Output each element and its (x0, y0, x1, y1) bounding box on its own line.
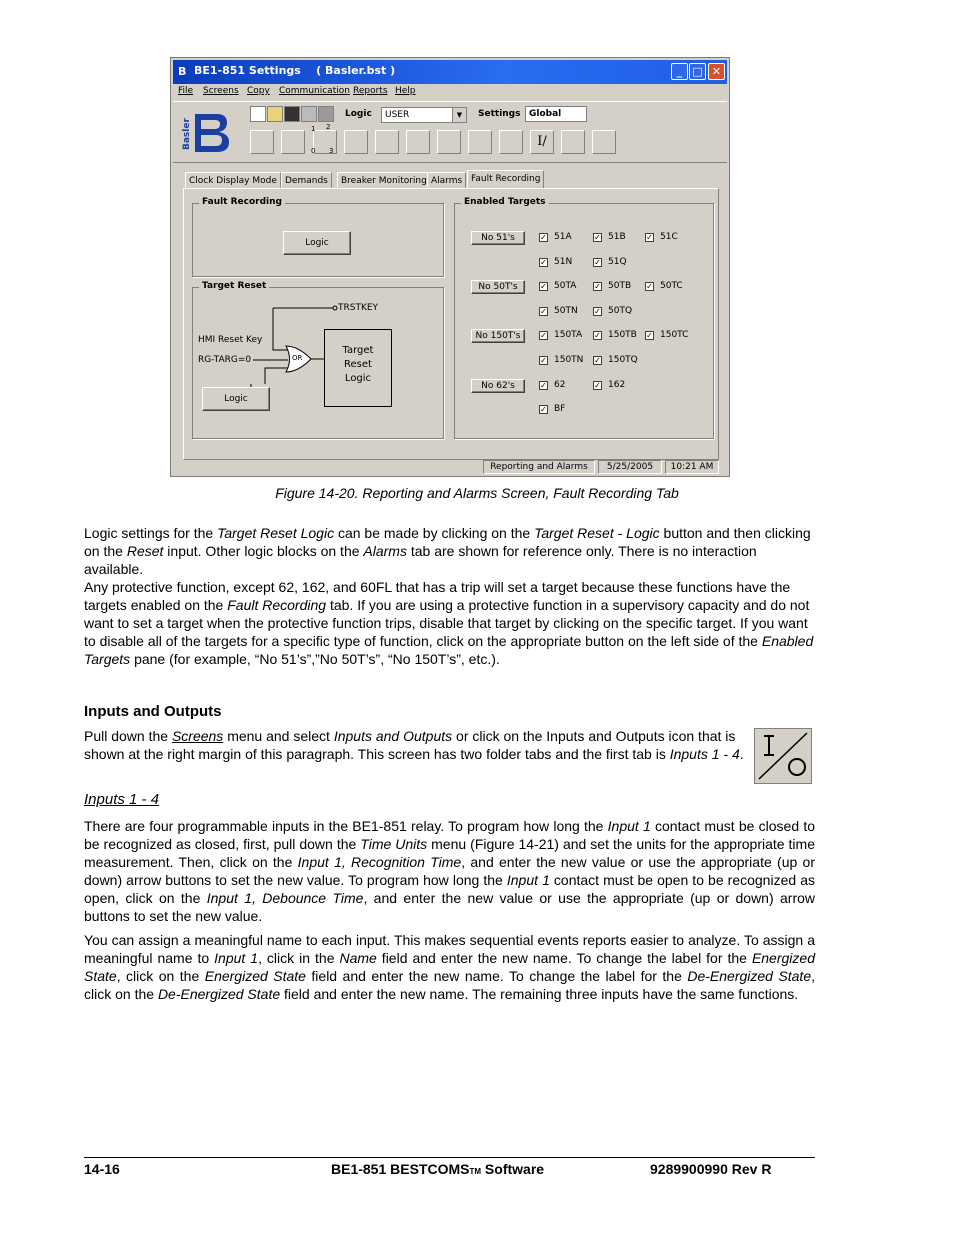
alarms-icon[interactable] (499, 130, 523, 154)
footer-title-text: BE1-851 BESTCOMS (331, 1161, 470, 1177)
menu-copy[interactable]: Copy (247, 86, 270, 96)
target-checkbox[interactable] (593, 306, 632, 316)
target-label: 50TB (608, 281, 632, 292)
text-run: contact must be open to be recognized as open, click on the (84, 872, 815, 906)
timers-icon[interactable] (468, 130, 492, 154)
group-title: Target Reset (199, 281, 269, 291)
checkbox-check-icon: ✓ (646, 282, 653, 292)
text-run: menu and select (223, 728, 334, 744)
logic-select[interactable] (381, 107, 467, 123)
text-run: input. Other logic blocks on the (163, 543, 364, 559)
settings-group-field[interactable]: Global (525, 106, 587, 122)
text-run: can be made by clicking on the (334, 525, 535, 541)
general-settings-icon[interactable] (250, 130, 274, 154)
status-time: 10:21 AM (665, 460, 719, 474)
bestcoms-window (170, 57, 730, 477)
text-run: Input 1 (607, 818, 651, 834)
target-checkbox[interactable] (539, 232, 572, 242)
bestlogic-icon[interactable] (437, 130, 461, 154)
text-run: button and then clicking on the (84, 525, 811, 559)
target-reset-logic-button[interactable]: Logic (202, 387, 270, 411)
target-checkbox[interactable] (593, 232, 626, 242)
text-run: field and enter the new name. To change the label for the (305, 968, 688, 984)
menu-file[interactable]: File (178, 86, 194, 96)
text-run: De-Energized State (687, 968, 812, 984)
waveform-icon[interactable] (375, 130, 399, 154)
target-checkbox[interactable] (539, 355, 583, 365)
target-label: 62 (554, 379, 566, 390)
target-label: 150TN (554, 355, 584, 365)
menu-screens[interactable]: Screens (203, 86, 239, 96)
menu-bar (173, 85, 727, 100)
trstkey-label: TRSTKEY (338, 303, 379, 313)
inputs-outputs-icon[interactable]: I/ (530, 130, 554, 154)
tab-clock-display-mode[interactable]: Clock Display Mode (185, 172, 281, 188)
figure-caption: Figure 14-20. Reporting and Alarms Screen, Fault Recording Tab (275, 485, 679, 501)
chevron-down-icon: ▼ (452, 108, 466, 122)
trip-close-icon[interactable] (561, 130, 585, 154)
checkbox-check-icon: ✓ (646, 331, 653, 341)
text-run: Input 1 (506, 872, 550, 888)
target-checkbox[interactable] (593, 355, 638, 365)
paragraph-protective-functions (84, 578, 815, 668)
target-label: 51A (554, 232, 572, 242)
print-preview-icon[interactable] (318, 106, 334, 122)
text-run: There are four programmable inputs in the BE1-851 relay. To program how long the (84, 818, 608, 834)
text-run: Energized State (204, 968, 306, 984)
fault-recording-logic-button[interactable]: Logic (283, 231, 351, 255)
toolbar (173, 101, 727, 163)
text-run: menu (Figure 14-21) and set the units for the appropriate time measurement. Then, click on the (84, 836, 815, 870)
setting-group-icon[interactable] (311, 123, 337, 155)
target-label: BF (554, 404, 566, 415)
footer-title (331, 1161, 544, 1177)
checkbox-check-icon: ✓ (594, 306, 601, 316)
text-run: Reset (126, 543, 164, 559)
checkbox-check-icon: ✓ (540, 356, 547, 365)
text-run: Screens (171, 728, 224, 744)
text-run: , click in the (258, 950, 340, 966)
settings-label: Settings (478, 109, 521, 119)
text-run: Alarms (363, 543, 407, 559)
target-checkbox[interactable] (539, 380, 565, 390)
checkbox-check-icon: ✓ (594, 282, 601, 292)
group-title: Enabled Targets (461, 197, 549, 207)
menu-communication[interactable]: Communication (279, 86, 350, 96)
disable-targets-button[interactable]: No 50T's (471, 280, 525, 294)
section-heading-inputs-outputs: Inputs and Outputs (84, 703, 222, 720)
status-screen-name: Reporting and Alarms (483, 460, 595, 474)
counter-label: 1 (311, 125, 316, 133)
text-run: field and enter the new name. To change the label for the (376, 950, 752, 966)
footer-title-suffix: Software (481, 1161, 545, 1177)
tab-fault-recording[interactable]: Fault Recording (467, 170, 544, 189)
breaker-icon[interactable] (406, 130, 430, 154)
save-icon[interactable] (284, 106, 300, 122)
checkbox-check-icon: ✓ (540, 380, 547, 390)
checkbox-check-icon: ✓ (646, 233, 653, 242)
text-run: Energized State (84, 950, 815, 984)
target-checkbox[interactable] (593, 380, 625, 390)
target-label: 150TA (554, 330, 583, 341)
target-reset-logic-block[interactable]: Target Reset Logic (324, 329, 392, 407)
fault-recording-panel (183, 188, 719, 460)
footer-document-number: 9289900990 Rev R (650, 1161, 772, 1177)
footer-trademark: TM (469, 1167, 482, 1176)
text-run: or click on the Inputs and Outputs icon that is shown at the right margin of this paragraph. This screen has two folder tabs and the first tab is (84, 728, 736, 762)
text-run: Fault Recording (227, 597, 327, 613)
minimize-button[interactable]: _ (671, 63, 688, 80)
logic-select-value: USER (385, 110, 410, 120)
print-icon[interactable] (301, 106, 317, 122)
text-run: , and enter the new value or use the appropriate (up or down) arrow buttons to set the new value. (84, 890, 815, 924)
checkbox-check-icon: ✓ (540, 405, 547, 415)
paragraph-input-names (84, 931, 815, 1003)
text-run: Target Reset Logic (217, 525, 335, 541)
text-run: pane (for example, “No 51’s”,”No 50T’s”, “No 150T’s”, etc.). (130, 651, 500, 667)
counter-label: 0 (311, 147, 316, 155)
text-run: , click on the (116, 968, 205, 984)
target-label: 51Q (608, 256, 627, 267)
target-checkbox[interactable] (645, 281, 683, 291)
app-icon: B (178, 65, 187, 78)
checkbox-check-icon: ✓ (540, 306, 547, 316)
enabled-targets-group (454, 197, 714, 439)
text-run: Target Reset - Logic (534, 525, 660, 541)
text-run: . (739, 746, 744, 762)
text-run: De-Energized State (157, 986, 281, 1002)
target-label: 50TN (554, 305, 578, 316)
target-checkbox[interactable] (593, 330, 637, 340)
checkbox-check-icon: ✓ (540, 257, 547, 267)
text-run: Name (339, 950, 377, 966)
menu-reports[interactable]: Reports (353, 86, 388, 96)
text-run: , and enter the new value or use the appropriate (up or down) arrow buttons to set the new value. To program how long the (84, 854, 815, 888)
counter-label: 3 (329, 147, 334, 155)
close-button[interactable]: ✕ (708, 63, 725, 80)
disable-targets-button[interactable]: No 62's (471, 379, 525, 393)
checkbox-check-icon: ✓ (540, 233, 547, 242)
text-run: Logic settings for the (84, 525, 218, 541)
paragraph-input-timing (84, 817, 815, 925)
target-checkbox[interactable] (539, 257, 572, 267)
text-run: Input 1, Recognition Time (297, 854, 462, 870)
basler-logo (181, 110, 231, 154)
tab-alarms[interactable]: Alarms (427, 172, 466, 188)
target-checkbox[interactable] (593, 281, 631, 291)
target-checkbox[interactable] (645, 330, 688, 340)
checkbox-check-icon: ✓ (594, 380, 601, 390)
text-run: , click on the (84, 968, 815, 1002)
hmi-reset-key-label: HMI Reset Key (198, 335, 263, 345)
target-checkbox[interactable] (593, 257, 627, 267)
target-reset-group (192, 281, 444, 439)
connection-icon[interactable] (592, 130, 616, 154)
text-run: You can assign a meaningful name to each input. This makes sequential events reports easier to analyze. To assign a meaningful name to (84, 932, 815, 966)
tab-breaker-monitoring[interactable]: Breaker Monitoring (337, 172, 431, 188)
text-run: Enabled Targets (84, 633, 814, 667)
target-label: 150TQ (608, 355, 638, 365)
target-checkbox[interactable] (539, 330, 582, 340)
rg-targ-label: RG-TARG=0 (198, 355, 252, 365)
checkbox-check-icon: ✓ (540, 282, 547, 292)
status-bar (173, 458, 727, 476)
communication-icon[interactable] (281, 130, 305, 154)
text-run: Input 1, Debounce Time (206, 890, 364, 906)
text-run: tab. If you are using a protective function in a supervisory capacity and do not want to set a target when the protective function trips, disable that target by clicking on the specific target. If you want to disable all of the targets for a specific type of function, click on the appropriate button on the left side of the (84, 597, 810, 649)
checkbox-check-icon: ✓ (594, 233, 601, 242)
target-label: 50TC (660, 281, 683, 292)
target-label: 50TA (554, 281, 577, 292)
paragraph-inputs-outputs (84, 727, 744, 763)
status-date: 5/25/2005 (598, 460, 662, 474)
text-run: Pull down the (84, 728, 172, 744)
disable-targets-button[interactable]: No 51's (471, 231, 525, 245)
footer-rule (84, 1157, 815, 1158)
open-file-icon[interactable] (267, 106, 283, 122)
paragraph-target-reset (84, 524, 815, 578)
checkbox-check-icon: ✓ (594, 257, 601, 267)
target-label: 150TC (660, 330, 689, 341)
inputs-outputs-icon (754, 728, 812, 784)
target-checkbox[interactable] (539, 306, 578, 316)
menu-help[interactable]: Help (395, 86, 416, 96)
target-label: 150TB (608, 330, 637, 341)
text-run: tab are shown for reference only. There is no interaction available. (84, 543, 757, 577)
window-title: BE1-851 Settings ( Basler.bst ) (194, 64, 396, 77)
maximize-button[interactable]: □ (689, 63, 706, 80)
overcurrent-icon[interactable] (344, 130, 368, 154)
text-run: Inputs and Outputs (333, 728, 453, 744)
target-checkbox[interactable] (539, 404, 565, 414)
fault-recording-group (192, 197, 444, 277)
text-run: Inputs 1 - 4 (669, 746, 740, 762)
counter-label: 2 (326, 123, 331, 131)
text-run: contact must be closed to be recognized as closed, first, pull down the (84, 818, 815, 852)
inputs-outputs-glyph (755, 729, 811, 783)
checkbox-check-icon: ✓ (540, 331, 547, 341)
checkbox-check-icon: ✓ (594, 331, 601, 341)
group-title: Fault Recording (199, 197, 285, 207)
target-checkbox[interactable] (539, 281, 576, 291)
text-run: Any protective function, except 62, 162, and 60FL that has a trip will set a target because these functions have the targets enabled on the (84, 579, 791, 613)
footer-page-number: 14-16 (84, 1161, 120, 1177)
tab-demands[interactable]: Demands (281, 172, 332, 188)
text-run: field and enter the new name. The remaining three inputs have the same functions. (280, 986, 799, 1002)
disable-targets-button[interactable]: No 150T's (471, 329, 525, 343)
subheading-inputs-1-4: Inputs 1 - 4 (84, 791, 160, 808)
title-bar (173, 60, 727, 84)
target-label: 51B (608, 232, 626, 242)
text-run: Time Units (360, 836, 428, 852)
target-label: 50TQ (608, 305, 633, 316)
new-file-icon[interactable] (250, 106, 266, 122)
text-run: Input 1 (214, 950, 259, 966)
or-gate-label: OR (292, 354, 303, 362)
logo-text: Basler (182, 118, 192, 150)
target-checkbox[interactable] (645, 232, 678, 242)
checkbox-check-icon: ✓ (594, 356, 601, 365)
logic-label: Logic (345, 109, 372, 119)
target-label: 162 (608, 379, 626, 390)
target-label: 51C (660, 232, 678, 242)
target-label: 51N (554, 256, 573, 267)
